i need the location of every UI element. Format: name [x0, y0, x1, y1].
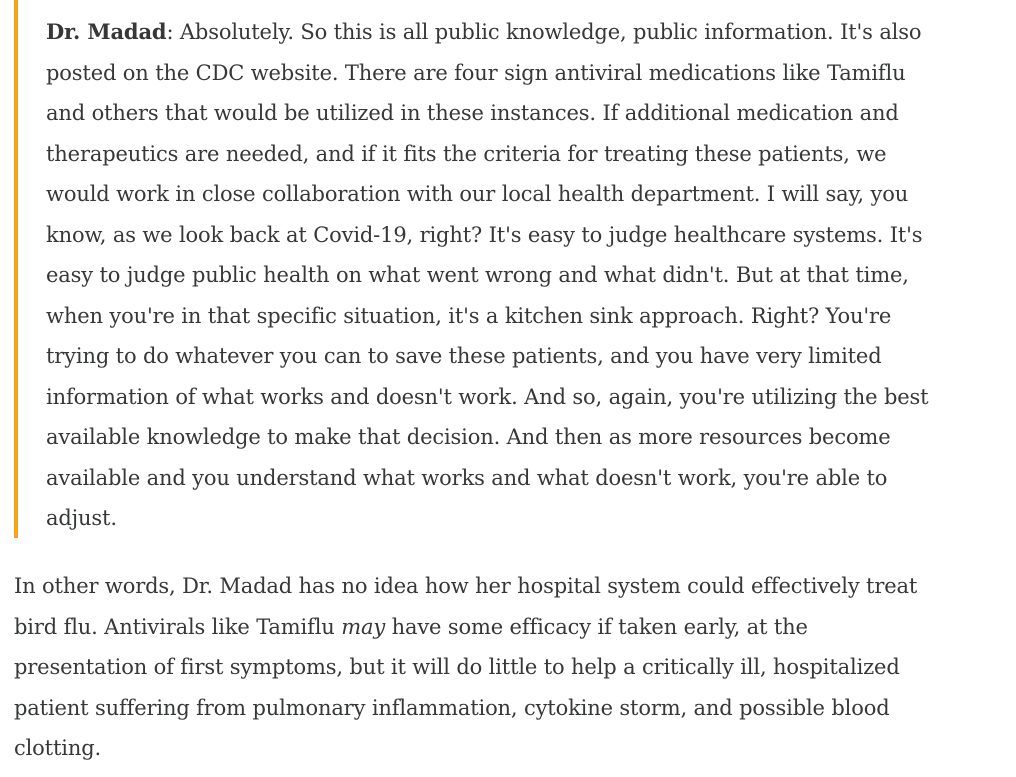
- quote-line: know, as we look back at Covid-19, right? It's easy to judge healthcare systems. It's: [46, 222, 923, 247]
- paragraph-line: In other words, Dr. Madad has no idea how her hospital system could effectively treat: [14, 574, 918, 598]
- quote-text: [46, 12, 1004, 539]
- quote-line: therapeutics are needed, and if it fits the criteria for treating these patients, we: [46, 141, 887, 166]
- quote-line: [46, 12, 1004, 53]
- paragraph-line: clotting.: [14, 736, 102, 760]
- blockquote: [14, 0, 1004, 538]
- quote-line: would work in close collaboration with our local health department. I will say, you: [46, 182, 909, 206]
- quote-line: information of what works and doesn't work. And so, again, you're utilizing the best: [46, 384, 929, 409]
- quote-line: and others that would be utilized in these instances. If additional medication and: [46, 101, 899, 125]
- paragraph-text: bird flu. Antivirals like Tamiflu: [14, 614, 342, 639]
- emphasis-text: may: [341, 614, 386, 639]
- quote-line-text: : Absolutely. So this is all public knowledge, public information. It's also: [166, 20, 922, 44]
- quote-line: available and you understand what works and what doesn't work, you're able to: [46, 465, 888, 490]
- quote-line: easy to judge public health on what went wrong and what didn't. But at that time,: [46, 263, 909, 287]
- commentary-paragraph: [14, 566, 1004, 769]
- paragraph-line: [14, 607, 1004, 648]
- speaker-name: Dr. Madad: [46, 19, 167, 44]
- quote-line: trying to do whatever you can to save these patients, and you have very limited: [46, 344, 882, 368]
- quote-line: adjust.: [46, 506, 117, 530]
- paragraph-text: have some efficacy if taken early, at the: [385, 614, 808, 639]
- paragraph-line: patient suffering from pulmonary inflammation, cytokine storm, and possible blood: [14, 695, 890, 720]
- quote-line: posted on the CDC website. There are four sign antiviral medications like Tamiflu: [46, 60, 906, 85]
- quote-line: available knowledge to make that decision. And then as more resources become: [46, 425, 891, 449]
- quote-line: when you're in that specific situation, it's a kitchen sink approach. Right? You're: [46, 303, 892, 328]
- paragraph-line: presentation of first symptoms, but it will do little to help a critically ill, hospitalized: [14, 655, 900, 679]
